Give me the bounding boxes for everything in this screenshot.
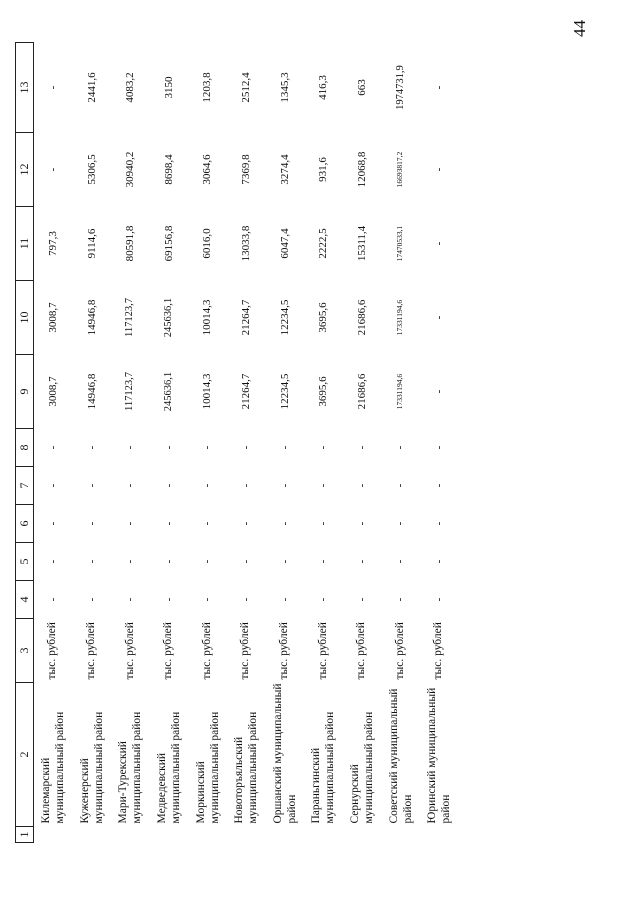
region-name-cell: Медведевский муниципальный район bbox=[156, 711, 183, 824]
value-cell-c9: 21686,6 bbox=[355, 373, 368, 410]
column-header: 11 bbox=[16, 207, 34, 281]
value-cell-c9: 21264,7 bbox=[239, 373, 252, 410]
data-table-container bbox=[15, 43, 549, 843]
value-cell-c5: - bbox=[355, 559, 368, 564]
value-cell-c5: - bbox=[46, 559, 59, 564]
value-cell-c11: 15311,4 bbox=[355, 225, 368, 262]
value-cell-c5: - bbox=[85, 559, 98, 564]
value-cell-c8: - bbox=[278, 445, 291, 450]
value-cell-c12: 16693817,2 bbox=[395, 151, 405, 188]
table-row bbox=[111, 43, 150, 843]
row-number-cell bbox=[150, 827, 189, 843]
value-cell-c4: - bbox=[239, 597, 252, 602]
column-header: 3 bbox=[16, 619, 34, 683]
value-cell-c7: - bbox=[239, 483, 252, 488]
value-cell-c11: 2222,5 bbox=[317, 228, 330, 259]
value-cell-c10: 12234,5 bbox=[278, 299, 291, 336]
row-number-cell bbox=[381, 827, 420, 843]
value-cell-c11: 6016,0 bbox=[201, 228, 214, 259]
value-cell-c6: - bbox=[46, 521, 59, 526]
value-cell-c10: 117123,7 bbox=[124, 298, 136, 337]
value-cell-c9: 245636,1 bbox=[163, 371, 175, 412]
row-number-cell bbox=[420, 827, 459, 843]
column-header: 1 bbox=[16, 827, 34, 843]
value-cell-c10: 21686,6 bbox=[355, 299, 368, 336]
table-row bbox=[266, 43, 305, 843]
value-cell-c5: - bbox=[317, 559, 330, 564]
column-header: 4 bbox=[16, 581, 34, 619]
data-table bbox=[15, 42, 459, 843]
value-cell-c9: 117123,7 bbox=[124, 372, 136, 411]
column-header: 13 bbox=[16, 43, 34, 133]
value-cell-c5: - bbox=[124, 559, 137, 564]
value-cell-c10: 14946,8 bbox=[85, 299, 98, 336]
region-name-cell: Моркинский муниципальный район bbox=[194, 711, 221, 824]
row-number-cell bbox=[34, 827, 73, 843]
value-cell-c11: 9114,6 bbox=[85, 228, 98, 259]
value-cell-c7: - bbox=[201, 483, 214, 488]
value-cell-c8: - bbox=[124, 445, 137, 450]
value-cell-c4: - bbox=[85, 597, 98, 602]
value-cell-c5: - bbox=[432, 559, 445, 564]
region-name-cell: Советский муниципальный район bbox=[387, 688, 414, 824]
value-cell-c9: 3008,7 bbox=[46, 376, 59, 407]
value-cell-c4: - bbox=[46, 597, 59, 602]
table-row bbox=[73, 43, 112, 843]
region-name-cell: Юринский муниципальный район bbox=[426, 687, 453, 824]
page-number: 44 bbox=[570, 20, 589, 37]
value-cell-c12: - bbox=[46, 167, 59, 172]
value-cell-c13: 4083,2 bbox=[124, 72, 137, 103]
value-cell-c12: 7369,8 bbox=[239, 154, 252, 185]
value-cell-c5: - bbox=[162, 559, 175, 564]
unit-cell: тыс. рублей bbox=[432, 622, 445, 680]
value-cell-c9: - bbox=[432, 389, 445, 394]
value-cell-c13: 3150 bbox=[162, 76, 175, 99]
value-cell-c11: 17470533,1 bbox=[395, 225, 405, 262]
column-header: 7 bbox=[16, 467, 34, 505]
value-cell-c4: - bbox=[124, 597, 137, 602]
column-header: 6 bbox=[16, 505, 34, 543]
row-number-cell bbox=[111, 827, 150, 843]
value-cell-c9: 14946,8 bbox=[85, 373, 98, 410]
value-cell-c9: 12234,5 bbox=[278, 373, 291, 410]
table-row bbox=[227, 43, 266, 843]
value-cell-c8: - bbox=[46, 445, 59, 450]
value-cell-c6: - bbox=[278, 521, 291, 526]
value-cell-c12: - bbox=[432, 167, 445, 172]
table-row bbox=[34, 43, 73, 843]
region-name-cell: Килемарский муниципальный район bbox=[40, 711, 67, 824]
table-row bbox=[381, 43, 420, 843]
value-cell-c4: - bbox=[394, 597, 407, 602]
value-cell-c9: 17331194,6 bbox=[395, 373, 405, 410]
value-cell-c10: 3695,6 bbox=[317, 302, 330, 333]
table-row bbox=[304, 43, 343, 843]
value-cell-c6: - bbox=[162, 521, 175, 526]
row-number-cell bbox=[304, 827, 343, 843]
value-cell-c10: - bbox=[432, 315, 445, 320]
column-header: 2 bbox=[16, 683, 34, 827]
value-cell-c11: 797,3 bbox=[46, 231, 59, 256]
value-cell-c7: - bbox=[46, 483, 59, 488]
value-cell-c6: - bbox=[317, 521, 330, 526]
unit-cell: тыс. рублей bbox=[239, 622, 252, 680]
header-row bbox=[16, 43, 34, 843]
value-cell-c12: 3274,4 bbox=[278, 154, 291, 185]
value-cell-c13: - bbox=[46, 85, 59, 90]
value-cell-c11: 6047,4 bbox=[278, 228, 291, 259]
column-header: 9 bbox=[16, 355, 34, 429]
value-cell-c7: - bbox=[85, 483, 98, 488]
value-cell-c12: 5306,5 bbox=[85, 154, 98, 185]
region-name-cell: Сернурский муниципальный район bbox=[349, 711, 376, 824]
unit-cell: тыс. рублей bbox=[277, 622, 290, 680]
column-header: 12 bbox=[16, 133, 34, 207]
value-cell-c12: 8698,4 bbox=[162, 154, 175, 185]
value-cell-c13: 1203,8 bbox=[201, 72, 214, 103]
column-header: 10 bbox=[16, 281, 34, 355]
region-name-cell: Мари-Турекский муниципальный район bbox=[117, 711, 144, 824]
value-cell-c6: - bbox=[124, 521, 137, 526]
table-row bbox=[150, 43, 189, 843]
value-cell-c9: 10014,3 bbox=[201, 373, 214, 410]
value-cell-c10: 10014,3 bbox=[201, 299, 214, 336]
value-cell-c5: - bbox=[394, 559, 407, 564]
region-name-cell: Параньгинский муниципальный район bbox=[310, 711, 337, 824]
value-cell-c9: 3695,6 bbox=[317, 376, 330, 407]
value-cell-c7: - bbox=[432, 483, 445, 488]
value-cell-c13: 2512,4 bbox=[239, 72, 252, 103]
unit-cell: тыс. рублей bbox=[316, 622, 329, 680]
value-cell-c12: 30940,2 bbox=[124, 151, 137, 188]
table-row bbox=[188, 43, 227, 843]
region-name-cell: Новоторъяльский муниципальный район bbox=[233, 711, 260, 824]
value-cell-c11: 13033,8 bbox=[239, 225, 252, 262]
value-cell-c12: 12068,8 bbox=[355, 151, 368, 188]
unit-cell: тыс. рублей bbox=[84, 622, 97, 680]
value-cell-c4: - bbox=[317, 597, 330, 602]
table-row bbox=[343, 43, 382, 843]
table-row bbox=[420, 43, 459, 843]
row-number-cell bbox=[343, 827, 382, 843]
value-cell-c8: - bbox=[317, 445, 330, 450]
value-cell-c7: - bbox=[124, 483, 137, 488]
value-cell-c5: - bbox=[239, 559, 252, 564]
region-name-cell: Куженерский муниципальный район bbox=[78, 711, 105, 824]
value-cell-c7: - bbox=[355, 483, 368, 488]
value-cell-c11: - bbox=[432, 241, 445, 246]
value-cell-c8: - bbox=[201, 445, 214, 450]
value-cell-c12: 931,6 bbox=[317, 157, 330, 182]
value-cell-c13: 1345,3 bbox=[278, 72, 291, 103]
value-cell-c13: 663 bbox=[355, 79, 368, 96]
value-cell-c13: 2441,6 bbox=[85, 72, 98, 103]
column-header: 5 bbox=[16, 543, 34, 581]
value-cell-c8: - bbox=[432, 445, 445, 450]
region-name-cell: Оршанский муниципальный район bbox=[271, 683, 298, 824]
value-cell-c6: - bbox=[85, 521, 98, 526]
row-number-cell bbox=[73, 827, 112, 843]
value-cell-c8: - bbox=[162, 445, 175, 450]
unit-cell: тыс. рублей bbox=[162, 622, 175, 680]
unit-cell: тыс. рублей bbox=[200, 622, 213, 680]
value-cell-c10: 21264,7 bbox=[239, 299, 252, 336]
value-cell-c11: 80591,8 bbox=[124, 225, 137, 262]
value-cell-c8: - bbox=[85, 445, 98, 450]
value-cell-c4: - bbox=[201, 597, 214, 602]
value-cell-c10: 17331194,6 bbox=[395, 299, 405, 336]
value-cell-c7: - bbox=[394, 483, 407, 488]
value-cell-c7: - bbox=[278, 483, 291, 488]
row-number-cell bbox=[266, 827, 305, 843]
value-cell-c6: - bbox=[201, 521, 214, 526]
value-cell-c7: - bbox=[162, 483, 175, 488]
value-cell-c11: 69156,8 bbox=[162, 225, 175, 262]
value-cell-c5: - bbox=[278, 559, 291, 564]
value-cell-c10: 3008,7 bbox=[46, 302, 59, 333]
value-cell-c6: - bbox=[394, 521, 407, 526]
column-header: 8 bbox=[16, 429, 34, 467]
value-cell-c6: - bbox=[355, 521, 368, 526]
value-cell-c13: 1974731,9 bbox=[394, 65, 406, 110]
value-cell-c6: - bbox=[432, 521, 445, 526]
unit-cell: тыс. рублей bbox=[355, 622, 368, 680]
row-number-cell bbox=[227, 827, 266, 843]
unit-cell: тыс. рублей bbox=[123, 622, 136, 680]
value-cell-c13: 416,3 bbox=[317, 75, 330, 100]
row-number-cell bbox=[188, 827, 227, 843]
value-cell-c12: 3064,6 bbox=[201, 154, 214, 185]
value-cell-c4: - bbox=[355, 597, 368, 602]
value-cell-c5: - bbox=[201, 559, 214, 564]
value-cell-c10: 245636,1 bbox=[163, 297, 175, 338]
unit-cell: тыс. рублей bbox=[393, 622, 406, 680]
value-cell-c8: - bbox=[239, 445, 252, 450]
value-cell-c7: - bbox=[317, 483, 330, 488]
table-body bbox=[16, 43, 459, 843]
unit-cell: тыс. рублей bbox=[46, 622, 59, 680]
value-cell-c6: - bbox=[239, 521, 252, 526]
value-cell-c13: - bbox=[432, 85, 445, 90]
value-cell-c8: - bbox=[394, 445, 407, 450]
value-cell-c4: - bbox=[278, 597, 291, 602]
value-cell-c8: - bbox=[355, 445, 368, 450]
value-cell-c4: - bbox=[432, 597, 445, 602]
value-cell-c4: - bbox=[162, 597, 175, 602]
